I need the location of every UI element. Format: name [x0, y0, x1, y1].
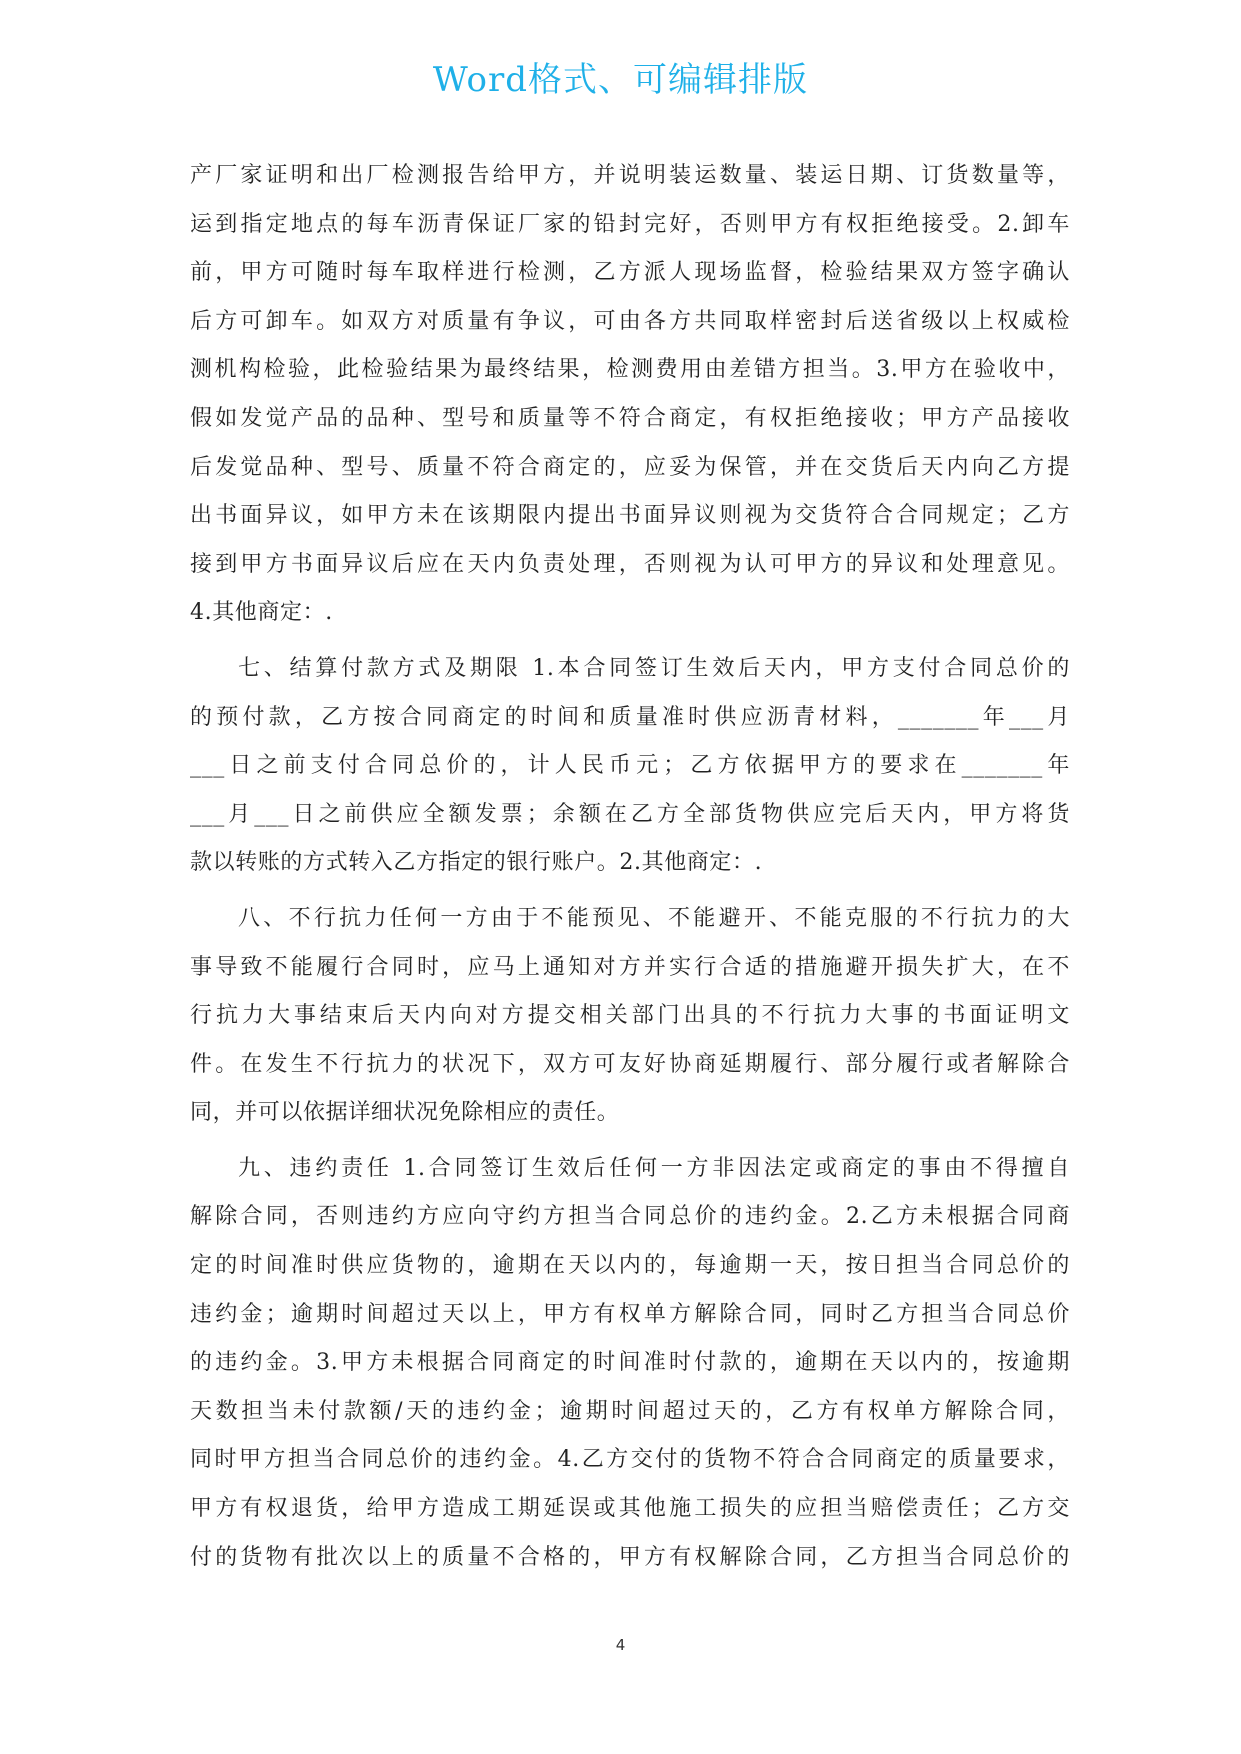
text-line: 天数担当未付款额/天的违约金；逾期时间超过天的，乙方有权单方解除合同，: [190, 1398, 1070, 1424]
text-line: 4.其他商定：.: [190, 600, 333, 626]
text-line: 款以转账的方式转入乙方指定的银行账户。2.其他商定：.: [190, 850, 763, 876]
text-line: 的违约金。3.甲方未根据合同商定的时间准时付款的，逾期在天以内的，按逾期: [190, 1350, 1070, 1376]
text-line: 产厂家证明和出厂检测报告给甲方，并说明装运数量、装运日期、订货数量等，: [190, 163, 1070, 188]
text-line: 同，并可以依据详细状况免除相应的责任。: [190, 1100, 620, 1126]
text-line: 运到指定地点的每车沥青保证厂家的铅封完好，否则甲方有权拒绝接受。2.卸车: [190, 211, 1070, 237]
text-line: ___日之前支付合同总价的，计人民币元；乙方依据甲方的要求在_______年: [190, 753, 1070, 779]
paragraph-breach-liability: [190, 1145, 1070, 1582]
text-line: 假如发觉产品的品种、型号和质量等不符合商定，有权拒绝接收；甲方产品接收: [190, 405, 1070, 431]
paragraph-settlement-payment: [190, 645, 1070, 888]
text-line: 违约金；逾期时间超过天以上，甲方有权单方解除合同，同时乙方担当合同总价: [190, 1301, 1070, 1327]
text-line: 前，甲方可随时每车取样进行检测，乙方派人现场监督，检验结果双方签字确认: [190, 260, 1070, 286]
text-line: 后发觉品种、型号、质量不符合商定的，应妥为保管，并在交货后天内向乙方提: [190, 454, 1070, 480]
page-number: 4: [615, 1636, 626, 1654]
text-line: 定的时间准时供应货物的，逾期在天以内的，每逾期一天，按日担当合同总价的: [190, 1253, 1070, 1279]
document-header-title: Word格式、可编辑排版: [432, 60, 809, 100]
paragraph-force-majeure: [190, 895, 1070, 1138]
text-line: 接到甲方书面异议后应在天内负责处理，否则视为认可甲方的异议和处理意见。: [190, 551, 1070, 577]
text-line: 测机构检验，此检验结果为最终结果，检测费用由差错方担当。3.甲方在验收中，: [190, 357, 1070, 383]
text-line: 出书面异议，如甲方未在该期限内提出书面异议则视为交货符合合同规定；乙方: [190, 503, 1070, 529]
text-line: 八、不行抗力任何一方由于不能预见、不能避开、不能克服的不行抗力的大: [238, 905, 1070, 931]
text-line: 件。在发生不行抗力的状况下，双方可友好协商延期履行、部分履行或者解除合: [190, 1051, 1070, 1077]
text-line: 同时甲方担当合同总价的违约金。4.乙方交付的货物不符合合同商定的质量要求，: [190, 1447, 1070, 1473]
text-line: 七、结算付款方式及期限 1.本合同签订生效后天内，甲方支付合同总价的: [238, 655, 1070, 681]
text-line: 九、违约责任 1.合同签订生效后任何一方非因法定或商定的事由不得擅自: [238, 1155, 1070, 1181]
paragraph-continuation: [190, 152, 1070, 638]
text-line: ___月___日之前供应全额发票；余额在乙方全部货物供应完后天内，甲方将货: [190, 801, 1070, 827]
text-line: 的预付款，乙方按合同商定的时间和质量准时供应沥青材料，_______年___月: [190, 704, 1070, 730]
text-line: 事导致不能履行合同时，应马上通知对方并实行合适的措施避开损失扩大，在不: [190, 954, 1070, 980]
text-line: 甲方有权退货，给甲方造成工期延误或其他施工损失的应担当赔偿责任；乙方交: [190, 1496, 1070, 1522]
text-line: 付的货物有批次以上的质量不合格的，甲方有权解除合同，乙方担当合同总价的: [190, 1544, 1070, 1570]
text-line: 后方可卸车。如双方对质量有争议，可由各方共同取样密封后送省级以上权威检: [190, 308, 1070, 334]
document-body: [190, 152, 1070, 1582]
text-line: 解除合同，否则违约方应向守约方担当合同总价的违约金。2.乙方未根据合同商: [190, 1204, 1070, 1230]
text-line: 行抗力大事结束后天内向对方提交相关部门出具的不行抗力大事的书面证明文: [190, 1003, 1070, 1029]
